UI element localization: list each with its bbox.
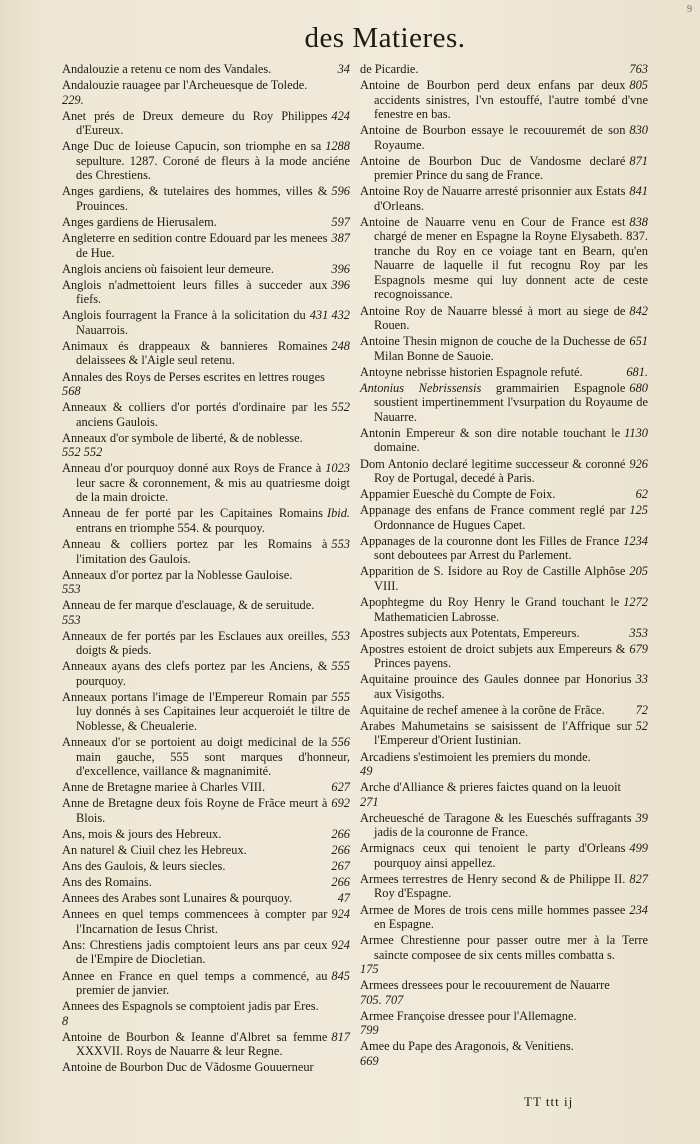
page-reference: 553 (62, 612, 81, 627)
page-reference: 692 (331, 796, 350, 811)
page-reference: 597 (331, 214, 350, 229)
page-reference: 1130 (624, 425, 648, 440)
page-reference: 266 (331, 875, 350, 890)
index-entry (62, 62, 350, 77)
entry-text: Antoine de Bourbon perd deux enfans par deux accidents sinistres, l'vn estouffé, l'autre tombé d'vne fenestre en bas. (360, 78, 648, 122)
entry-text: Appanages de la couronne dont les Filles de France sont deboutees par Arrest du Parlement. (360, 533, 620, 563)
page-reference: 553 (331, 537, 350, 551)
index-entry (360, 750, 648, 779)
entry-text: Apostres estoient de droict subjets aux Empereurs & Princes payens. (360, 641, 626, 671)
entry-text: Anneaux d'or se portoient au doigt medicinal de la main gauche, 555 sont marques d'honneur, d'excellence, vaillance & magnanimité. (62, 735, 350, 779)
entry-text: Annees des Espagnols se comptoient jadis par Eres. (62, 999, 319, 1014)
index-entry (360, 457, 648, 486)
signature-mark: TT ttt ij (524, 1094, 574, 1109)
page-reference: 499 (629, 841, 648, 856)
entry-text: Armees terrestres de Henry second & de Philippe II. Roy d'Espagne. (360, 871, 626, 901)
index-entry (360, 903, 648, 932)
entry-text: Amee du Pape des Aragonois, & Venitiens. (360, 1039, 574, 1054)
index-entry (62, 78, 350, 107)
entry-text: Antoine Roy de Nauarre arresté prisonnier aux Estats d'Orleans. (360, 184, 626, 213)
entry-text: Andalouzie a retenu ce nom des Vandales. (62, 62, 272, 76)
page-reference: 552 552 (62, 445, 103, 460)
entry-text: Ans des Gaulois, & leurs siecles. (62, 859, 226, 874)
page-reference: 387 (331, 231, 350, 246)
index-entry (62, 875, 350, 890)
page-reference: 271 (360, 794, 379, 809)
entry-text: Antoine Thesin mignon de couche de la Duchesse de Milan Bonne de Sauoie. (360, 334, 626, 363)
index-entry (62, 598, 350, 627)
index-entry (360, 780, 648, 809)
index-entry (62, 999, 350, 1028)
page-reference: 838 (629, 214, 648, 229)
entry-text: Apostres subjects aux Potentats, Empereurs. (360, 625, 580, 640)
entry-text: Anneaux & colliers d'or portés d'ordinaire par les anciens Gaulois. (62, 400, 328, 429)
index-entry (62, 262, 350, 277)
index-entry (62, 400, 350, 429)
index-entry (62, 370, 350, 399)
index-entry (62, 780, 350, 795)
index-entry (360, 564, 648, 593)
index-entry (360, 304, 648, 333)
index-entry (62, 1030, 350, 1059)
page-reference: 125 (629, 503, 648, 518)
page-reference: 926 (629, 456, 648, 471)
page-reference: 553 (331, 628, 350, 643)
page-reference: 424 (331, 108, 350, 123)
page-reference: 871 (629, 153, 648, 168)
entry-text: Anne de Bretagne mariee à Charles VIII. (62, 780, 266, 795)
page-reference: 33 (635, 672, 648, 687)
page-reference: 763 (629, 62, 648, 76)
page-reference: 49 (360, 764, 373, 779)
index-entry (360, 184, 648, 213)
entry-text: Anneau de fer marque d'esclauage, & de seruitude. (62, 598, 315, 613)
page-reference: 39 (635, 810, 648, 825)
page-reference: 627 (331, 780, 350, 795)
page-reference: 234 (629, 902, 648, 917)
index-entry (62, 796, 350, 825)
entry-text: Annales des Roys de Perses escrites en lettres rouges (62, 369, 325, 384)
entry-text: Angleterre en sedition contre Edouard par les menees de Hue. (62, 231, 328, 260)
entry-text: An naturel & Ciuil chez les Hebreux. (62, 842, 247, 857)
index-entry (360, 503, 648, 532)
index-entry (62, 278, 350, 307)
page-reference: 841 (629, 184, 648, 199)
entry-text: Antonius Nebrissensis grammairien Espagnole soustient impertinemment l'vsurpation du Royaume de Nauarre. (360, 380, 648, 424)
index-entry (62, 907, 350, 936)
page-reference: 596 (331, 184, 350, 199)
page-reference: 62 (635, 487, 648, 502)
entry-text: Anglois fourragent la France à la solicitation du Nauarrois. (62, 308, 306, 337)
entry-text: Antoine Roy de Nauarre blessé à mort au siege de Rouen. (360, 303, 626, 333)
index-column-right (360, 62, 648, 1070)
entry-text: Ans des Romains. (62, 875, 152, 890)
page-reference: 205 (629, 564, 648, 579)
entry-text: Archeuesché de Taragone & les Eueschés suffragants jadis de la couronne de France. (360, 810, 632, 840)
index-entry (62, 859, 350, 874)
index-entry (62, 938, 350, 967)
page-reference: 805 (629, 78, 648, 93)
page-reference: 47 (337, 891, 350, 906)
page-reference: 568 (62, 384, 81, 399)
entry-text: Anet prés de Dreux demeure du Roy Philippes d'Eureux. (62, 108, 328, 138)
index-entry (360, 154, 648, 183)
page-reference: 705. 707 (360, 992, 404, 1007)
page-reference: 827 (629, 871, 648, 886)
entry-text: Antoine de Bourbon Duc de Vãdosme Gouuerneur (62, 1060, 314, 1075)
page-reference: 8 (62, 1013, 69, 1028)
index-entry (360, 595, 648, 624)
page-reference: 552 (331, 400, 350, 415)
page-reference: 842 (629, 303, 648, 318)
index-entry (62, 215, 350, 230)
entry-text: Armee Chrestienne pour passer outre mer à la Terre saincte composee de six cents milles combatta s. (360, 933, 648, 962)
index-entry (360, 719, 648, 748)
entry-text: Armignacs ceux qui tenoient le party d'Orleans pourquoy ainsi appellez. (360, 841, 626, 870)
index-entry (62, 969, 350, 998)
page-reference: 817 (331, 1029, 350, 1044)
page-reference: 1023 (325, 461, 350, 476)
index-entry (360, 811, 648, 840)
entry-text: Anges gardiens de Hierusalem. (62, 214, 217, 229)
page-reference: 924 (331, 937, 350, 952)
entry-text: Appanage des enfans de France comment reglé par Ordonnance de Hugues Capet. (360, 503, 626, 532)
index-entry (360, 123, 648, 152)
index-entry (62, 568, 350, 597)
index-entry (360, 334, 648, 363)
entry-text: Anneaux d'or portez par la Noblesse Gauloise. (62, 567, 293, 582)
entry-text: Armees dressees pour le recouurement de Nauarre (360, 978, 610, 993)
index-entry (360, 62, 648, 77)
page-reference: 396 (331, 261, 350, 276)
entry-text: Ange Duc de Ioieuse Capucin, son triomphe en sa sepulture. 1287. Coroné de fleurs à la mode anciéne des Chrestiens. (62, 139, 350, 183)
entry-text: Antoine de Bourbon essaye le recouuremét de son Royaume. (360, 123, 626, 152)
entry-text: Aquitaine prouince des Gaules donnee par Honorius aux Visigoths. (360, 672, 632, 701)
page-reference: 679 (629, 641, 648, 656)
entry-text: de Picardie. (360, 62, 419, 76)
entry-text: Anneaux ayans des clefs portez par les Anciens, & pourquoy. (62, 659, 328, 688)
page-reference: 669 (360, 1053, 379, 1068)
index-entry (360, 381, 648, 425)
index-entry (360, 534, 648, 563)
index-entry (360, 933, 648, 977)
entry-text: Anneaux portans l'image de l'Empereur Romain par luy donnés à ses Capitaines leur acqueroiét le tiltre de Noblesse, & Cheualerie. (62, 689, 350, 733)
page-reference: 266 (331, 842, 350, 857)
page-reference: 34 (337, 62, 350, 76)
entry-text: Armee de Mores de trois cens mille hommes passee en Espagne. (360, 902, 626, 932)
index-entry (62, 735, 350, 779)
index-entry (62, 537, 350, 566)
index-entry (62, 629, 350, 658)
entry-text: Antoine de Bourbon Duc de Vandosme declaré premier Prince du sang de France. (360, 153, 626, 183)
corner-mark: 9 (687, 4, 692, 15)
page-reference: 229. (62, 92, 84, 107)
page-reference: 553 (62, 582, 81, 597)
entry-text: Anneau d'or pourquoy donné aux Roys de France à leur sacre & coronnement, & mis au quatriesme doigt de la main droicte. (62, 461, 350, 505)
index-entry (360, 642, 648, 671)
index-entry (62, 506, 350, 535)
entry-text: Anges gardiens, & tutelaires des hommes, villes & Prouinces. (62, 184, 328, 213)
index-entry (62, 659, 350, 688)
page-reference: 353 (629, 625, 648, 640)
entry-text: Anglois n'admettoient leurs filles à succeder aux fiefs. (62, 277, 328, 307)
index-entry (360, 487, 648, 502)
page-reference: Ibid. (326, 506, 350, 521)
index-column-left (62, 62, 350, 1076)
page-reference: 680 (629, 380, 648, 395)
index-entry (360, 426, 648, 455)
page-reference: 555 (331, 689, 350, 704)
index-entry (62, 184, 350, 213)
page-reference: 175 (360, 962, 379, 977)
index-entry (62, 827, 350, 842)
entry-text: Aquitaine de rechef amenee à la corõne de Frãce. (360, 702, 605, 717)
entry-text: Antoine de Nauarre venu en Cour de France est chargé de mener en Espagne la Royne Elysabeth. 837. tranche du Roy en ce voiage tant en Bearn, qu'en Nauarre de laquelle il fut recognu Roy par les Espagnols mesme qui luy donnent acte de ceste recognoissance. (360, 214, 648, 302)
index-entry (62, 843, 350, 858)
entry-text: Antoyne nebrisse historien Espagnole refuté. (360, 364, 583, 379)
entry-text: Ans: Chrestiens jadis comptoient leurs ans par ceux de l'Empire de Diocletian. (62, 937, 328, 967)
index-entry (360, 841, 648, 870)
index-entry (360, 1039, 648, 1068)
page-title: des Matieres. (304, 22, 466, 54)
index-entry (62, 891, 350, 906)
entry-text: Arche d'Alliance & prieres faictes quand on la leuoit (360, 780, 621, 795)
page-reference: 651 (629, 334, 648, 349)
page-reference: 555 (331, 659, 350, 674)
index-entry (62, 1060, 350, 1075)
index-entry (360, 215, 648, 302)
entry-text: Animaux és drappeaux & bannieres Romaines delaissees & l'Aigle seul retenu. (62, 338, 328, 368)
index-entry (360, 672, 648, 701)
index-entry (62, 431, 350, 460)
page-reference: 431 432 (309, 308, 350, 323)
entry-text: Dom Antonio declaré legitime successeur & coronné Roy de Portugal, decedé à Paris. (360, 456, 626, 486)
page-reference: 830 (629, 123, 648, 138)
entry-text: Ans, mois & jours des Hebreux. (62, 826, 222, 841)
page-reference: 266 (331, 826, 350, 841)
page-reference: 248 (331, 338, 350, 353)
index-entry (360, 78, 648, 122)
page-header (0, 22, 700, 55)
entry-text: Anne de Bretagne deux fois Royne de Frãce meurt à Blois. (62, 796, 328, 825)
index-entry (62, 339, 350, 368)
entry-text: Arcadiens s'estimoient les premiers du monde. (360, 749, 591, 764)
index-entry (62, 231, 350, 260)
page-reference: 556 (331, 735, 350, 750)
index-entry (62, 308, 350, 337)
entry-text: Anglois anciens où faisoient leur demeure. (62, 261, 274, 276)
latin-name: Antonius Nebrissensis (360, 380, 482, 395)
entry-text: Antonin Empereur & son dire notable touchant le domaine. (360, 425, 621, 455)
page-reference: 1288 (325, 139, 350, 154)
index-entry (360, 626, 648, 641)
page-reference: 924 (331, 907, 350, 922)
page-reference: 845 (331, 968, 350, 983)
entry-text: Anneau de fer porté par les Capitaines Romains entrans en triomphe 554. & pourquoy. (62, 506, 323, 535)
page-reference: 52 (635, 718, 648, 733)
entry-text: Annees en quel temps commencees à compter par l'Incarnation de Iesus Christ. (62, 907, 328, 936)
entry-text: Anneaux de fer portés par les Esclaues aux oreilles, doigts & pieds. (62, 628, 328, 658)
entry-text: Apophtegme du Roy Henry le Grand touchant le Mathematicien Labrosse. (360, 595, 620, 624)
page-reference: 396 (331, 277, 350, 292)
entry-text: Annees des Arabes sont Lunaires & pourquoy. (62, 891, 293, 906)
index-entry (360, 703, 648, 718)
page-reference: 799 (360, 1023, 379, 1038)
entry-text: Anneau & colliers portez par les Romains à l'imitation des Gaulois. (62, 537, 328, 566)
index-entry (62, 690, 350, 734)
index-entry (360, 365, 648, 380)
page-reference: 267 (331, 859, 350, 874)
index-entry (62, 139, 350, 183)
page-reference: 1272 (623, 595, 648, 609)
entry-text: Annee en France en quel temps a commencé, au premier de janvier. (62, 968, 328, 997)
index-entry (360, 1009, 648, 1038)
entry-text: Arabes Mahumetains se saisissent de l'Affrique sur l'Empereur d'Orient Iustinian. (360, 718, 632, 748)
entry-text: Andalouzie rauagee par l'Archeuesque de Tolede. (62, 78, 308, 93)
page-reference: 72 (635, 702, 648, 717)
entry-text: Anneaux d'or symbole de liberté, & de noblesse. (62, 430, 303, 445)
entry-text: Appamier Eueschè du Compte de Foix. (360, 487, 556, 502)
entry-text: Antoine de Bourbon & Ieanne d'Albret sa femme XXXVII. Roys de Nauarre & leur Regne. (62, 1029, 328, 1059)
index-entry (62, 109, 350, 138)
entry-text: Armee Françoise dressee pour l'Allemagne. (360, 1008, 577, 1023)
page-reference: 1234 (623, 533, 648, 548)
index-entry (62, 461, 350, 505)
entry-text: Apparition de S. Isidore au Roy de Castille Alphõse VIII. (360, 564, 626, 593)
page-reference: 681. (626, 364, 648, 379)
index-entry (360, 978, 648, 1007)
index-entry (360, 872, 648, 901)
